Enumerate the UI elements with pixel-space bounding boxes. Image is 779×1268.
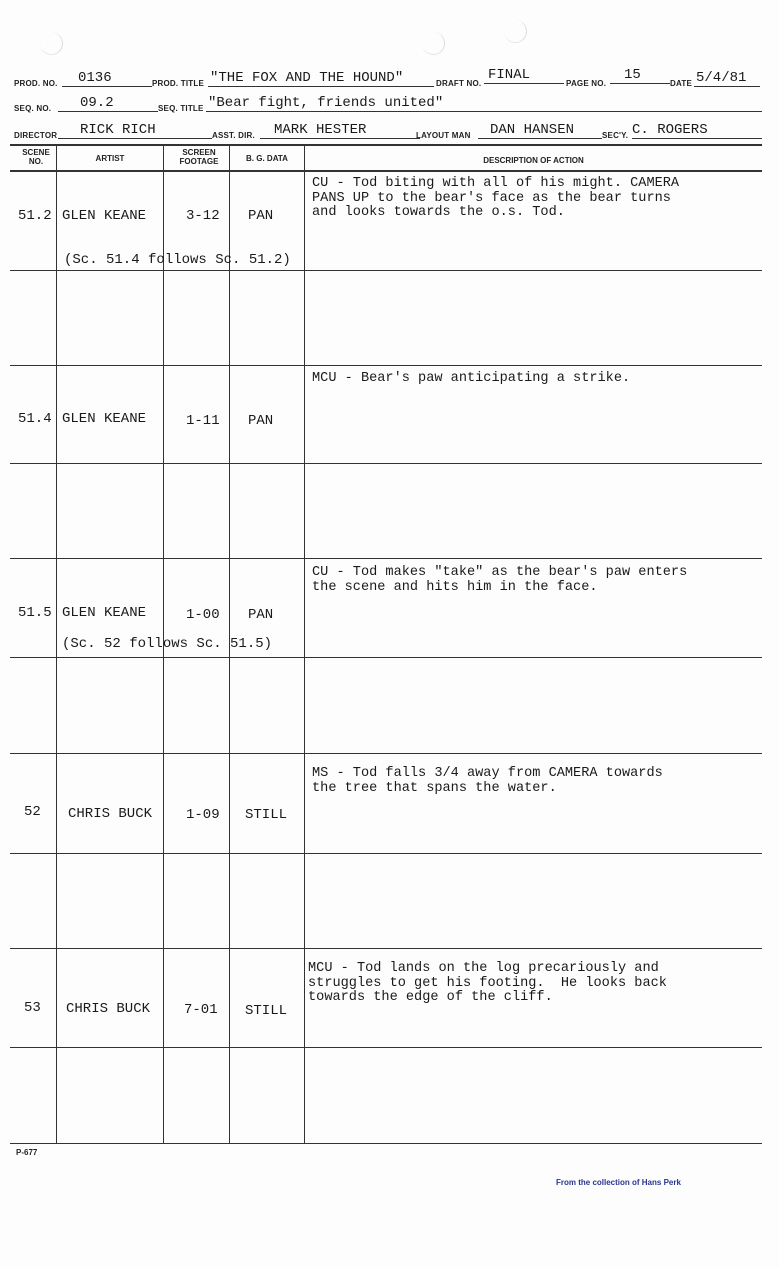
artist-name: GLEN KEANE xyxy=(62,208,147,224)
seq-title-value: "Bear fight, friends united" xyxy=(206,94,762,112)
prod-no-label: PROD. NO. xyxy=(14,79,58,88)
seq-title-label: SEQ. TITLE xyxy=(158,104,204,113)
col-header-scene-no: SCENE NO. xyxy=(22,148,50,166)
col-header-description: DESCRIPTION OF ACTION xyxy=(483,156,584,165)
prod-title-value: "THE FOX AND THE HOUND" xyxy=(208,69,434,87)
column-rule xyxy=(304,145,305,1143)
scene-number: 51.2 xyxy=(18,208,52,224)
draft-no-value: FINAL xyxy=(484,66,564,84)
col-header-artist: ARTIST xyxy=(95,154,125,163)
row-rule xyxy=(10,657,762,658)
row-rule xyxy=(10,463,762,464)
artist-name: GLEN KEANE xyxy=(62,411,147,427)
form-id: P-677 xyxy=(16,1148,38,1157)
prod-no-value: 0136 xyxy=(62,69,152,87)
seq-no-label: SEQ. NO. xyxy=(14,104,52,113)
secy-value: C. ROGERS xyxy=(632,121,762,139)
artist-name: CHRIS BUCK xyxy=(66,1001,151,1017)
screen-footage: 1-11 xyxy=(186,413,220,429)
director-label: DIRECTOR xyxy=(14,131,58,140)
scene-number: 51.4 xyxy=(18,411,52,427)
collection-credit: From the collection of Hans Perk xyxy=(556,1178,681,1187)
asst-dir-value: MARK HESTER xyxy=(260,121,420,139)
prod-title-label: PROD. TITLE xyxy=(152,79,204,88)
layout-man-label: LAYOUT MAN xyxy=(416,131,471,140)
scene-note: (Sc. 52 follows Sc. 51.5) xyxy=(62,636,273,652)
bg-data: STILL xyxy=(245,807,288,823)
layout-man-value: DAN HANSEN xyxy=(478,121,602,139)
screen-footage: 1-09 xyxy=(186,807,220,823)
action-description: MS - Tod falls 3/4 away from CAMERA towards the tree that spans the water. xyxy=(312,766,663,796)
header-row-director xyxy=(14,118,762,140)
page-no-label: PAGE NO. xyxy=(566,79,607,88)
bg-data: STILL xyxy=(245,1003,288,1019)
row-rule xyxy=(10,270,762,271)
bg-data: PAN xyxy=(248,413,274,429)
punch-hole xyxy=(504,20,527,43)
asst-dir-label: ASST. DIR. xyxy=(212,131,255,140)
row-rule xyxy=(10,853,762,854)
column-rule xyxy=(56,145,57,1143)
header-row-prod xyxy=(14,66,762,88)
scene-number: 51.5 xyxy=(18,605,52,621)
page-no-value: 15 xyxy=(610,66,670,84)
punch-hole xyxy=(40,32,63,55)
col-header-screen-footage: SCREEN FOOTAGE xyxy=(179,148,219,166)
scene-number: 52 xyxy=(24,804,41,820)
row-rule xyxy=(10,948,762,949)
screen-footage: 3-12 xyxy=(186,208,220,224)
action-description: MCU - Bear's paw anticipating a strike. xyxy=(312,371,631,386)
scene-note: (Sc. 51.4 follows Sc. 51.2) xyxy=(64,252,291,268)
punch-hole xyxy=(422,32,445,55)
row-rule xyxy=(10,365,762,366)
row-rule xyxy=(10,558,762,559)
bg-data: PAN xyxy=(248,208,274,224)
action-description: CU - Tod makes "take" as the bear's paw enters the scene and hits him in the face. xyxy=(312,565,688,595)
action-description: CU - Tod biting with all of his might. CAMERA PANS UP to the bear's face as the bear turns and looks towards the o.s. Tod. xyxy=(312,176,680,220)
seq-no-value: 09.2 xyxy=(58,94,158,112)
table-top-rule xyxy=(10,144,762,146)
artist-name: GLEN KEANE xyxy=(62,605,147,621)
date-value: 5/4/81 xyxy=(694,69,760,87)
director-value: RICK RICH xyxy=(58,121,212,139)
draft-no-label: DRAFT NO. xyxy=(436,79,482,88)
action-description: MCU - Tod lands on the log precariously and struggles to get his footing. He looks back towards the edge of the cliff. xyxy=(308,961,667,1005)
row-rule xyxy=(10,1047,762,1048)
screen-footage: 1-00 xyxy=(186,607,220,623)
screen-footage: 7-01 xyxy=(184,1002,218,1018)
scene-number: 53 xyxy=(24,1000,41,1016)
date-label: DATE xyxy=(670,79,692,88)
header-row-seq xyxy=(14,91,762,113)
bg-data: PAN xyxy=(248,607,274,623)
row-rule xyxy=(10,753,762,754)
artist-name: CHRIS BUCK xyxy=(68,806,153,822)
secy-label: SEC'Y. xyxy=(602,131,629,140)
col-header-bg-data: B. G. DATA xyxy=(246,154,288,163)
table-bottom-rule xyxy=(10,1143,762,1144)
column-header-rule xyxy=(10,170,762,172)
